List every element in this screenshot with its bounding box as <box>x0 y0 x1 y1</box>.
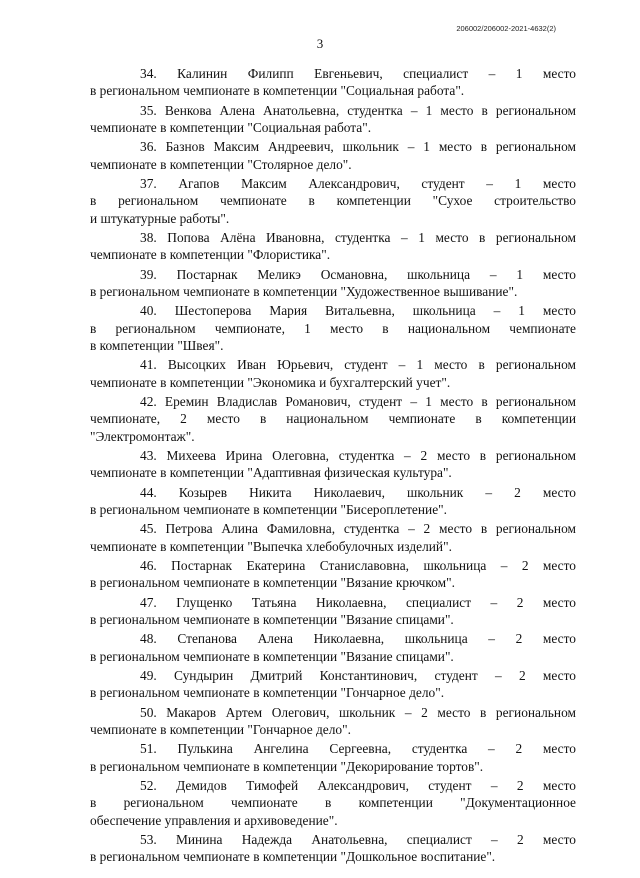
entry-line: чемпионате в компетенции "Адаптивная физическая культура". <box>90 465 452 481</box>
list-item <box>90 447 576 482</box>
list-item <box>90 740 576 775</box>
entry-line: чемпионате в компетенции "Флористика". <box>90 247 331 263</box>
entry-first-line: 34. Калинин Филипп Евгеньевич, специалист – 1 место <box>140 66 576 81</box>
list-item <box>90 557 576 592</box>
list-item <box>90 484 576 519</box>
list-item <box>90 520 576 555</box>
entry-line: в региональном чемпионате, 1 место в национальном чемпионате <box>90 320 576 336</box>
entry-first-line: 53. Минина Надежда Анатольевна, специалист – 2 место <box>140 832 576 848</box>
entry-line: в компетенции "Швея". <box>90 337 224 353</box>
entry-line: в региональном чемпионате в компетенции "Художественное вышивание". <box>90 283 518 299</box>
document-id: 206002/206002-2021-4632(2) <box>456 24 556 33</box>
entry-first-line: 40. Шестоперова Мария Витальевна, школьница – 1 место <box>140 303 576 319</box>
entry-line: в региональном чемпионате в компетенции "Документационное <box>90 795 576 811</box>
list-item <box>90 356 576 391</box>
entry-line: чемпионате, 2 место в национальном чемпионате в компетенции <box>90 411 576 427</box>
entry-line: "Электромонтаж". <box>90 428 195 444</box>
entry-line: в региональном чемпионате в компетенции "Сухое строительство <box>90 193 576 209</box>
list-item <box>90 667 576 702</box>
entry-line: чемпионате в компетенции "Выпечка хлебобулочных изделий". <box>90 538 452 554</box>
list-item <box>90 229 576 264</box>
entry-first-line: 44. Козырев Никита Николаевич, школьник – 2 место <box>140 484 576 500</box>
list-item <box>90 138 576 173</box>
entry-first-line: 36. Базнов Максим Андреевич, школьник – 1 место в региональном <box>140 139 576 155</box>
entry-line: и штукатурные работы". <box>90 210 230 226</box>
entry-first-line: 49. Сундырин Дмитрий Константинович, студент – 2 место <box>140 668 576 684</box>
list-item <box>90 777 576 829</box>
list-item <box>90 594 576 629</box>
entry-first-line: 35. Венкова Алена Анатольевна, студентка – 1 место в региональном <box>140 102 576 118</box>
list-item <box>90 65 576 100</box>
entry-line: чемпионате в компетенции "Столярное дело". <box>90 156 352 172</box>
entry-first-line: 45. Петрова Алина Фамиловна, студентка – 2 место в региональном <box>140 521 576 537</box>
entry-line: в региональном чемпионате в компетенции "Вязание спицами". <box>90 611 454 627</box>
entry-line: в региональном чемпионате в компетенции "Дошкольное воспитание". <box>90 849 496 865</box>
list-item <box>90 266 576 301</box>
entry-line: чемпионате в компетенции "Гончарное дело". <box>90 722 351 737</box>
entry-first-line: 43. Михеева Ирина Олеговна, студентка – 2 место в региональном <box>140 447 576 463</box>
entry-line: обеспечение управления и архивоведение". <box>90 812 338 828</box>
entry-line: чемпионате в компетенции "Социальная работа". <box>90 119 372 135</box>
entry-first-line: 38. Попова Алёна Ивановна, студентка – 1 место в региональном <box>140 230 576 245</box>
list-item <box>90 704 576 739</box>
entry-first-line: 52. Демидов Тимофей Александрович, студент – 2 место <box>140 778 576 794</box>
page-number: 3 <box>316 36 324 51</box>
entry-first-line: 42. Еремин Владислав Романович, студент – 1 место в региональном <box>140 394 576 409</box>
document-body <box>90 65 576 868</box>
list-item <box>90 175 576 227</box>
entry-line: в региональном чемпионате в компетенции "Гончарное дело". <box>90 685 445 701</box>
entry-first-line: 37. Агапов Максим Александрович, студент – 1 место <box>140 176 576 192</box>
entry-first-line: 41. Высоцких Иван Юрьевич, студент – 1 место в региональном <box>140 357 576 373</box>
entry-line: в региональном чемпионате в компетенции "Социальная работа". <box>90 83 465 99</box>
entry-line: в региональном чемпионате в компетенции "Бисероплетение". <box>90 501 447 517</box>
list-item <box>90 630 576 665</box>
entry-first-line: 46. Постарнак Екатерина Станиславовна, школьница – 2 место <box>140 558 576 573</box>
entry-first-line: 48. Степанова Алена Николаевна, школьница – 2 место <box>140 631 576 647</box>
entry-line: чемпионате в компетенции "Экономика и бухгалтерский учет". <box>90 374 451 390</box>
list-item <box>90 302 576 354</box>
entry-first-line: 47. Глущенко Татьяна Николаевна, специалист – 2 место <box>140 594 576 610</box>
entry-line: в региональном чемпионате в компетенции "Декорирование тортов". <box>90 758 484 774</box>
entry-first-line: 50. Макаров Артем Олегович, школьник – 2 место в региональном <box>140 704 576 720</box>
list-item <box>90 102 576 137</box>
list-item <box>90 393 576 445</box>
entry-first-line: 39. Постарнак Меликэ Османовна, школьница – 1 место <box>140 266 576 282</box>
list-item <box>90 831 576 866</box>
entry-first-line: 51. Пулькина Ангелина Сергеевна, студентка – 2 место <box>140 741 576 757</box>
entry-line: в региональном чемпионате в компетенции "Вязание спицами". <box>90 648 454 664</box>
entry-line: в региональном чемпионате в компетенции "Вязание крючком". <box>90 575 455 591</box>
